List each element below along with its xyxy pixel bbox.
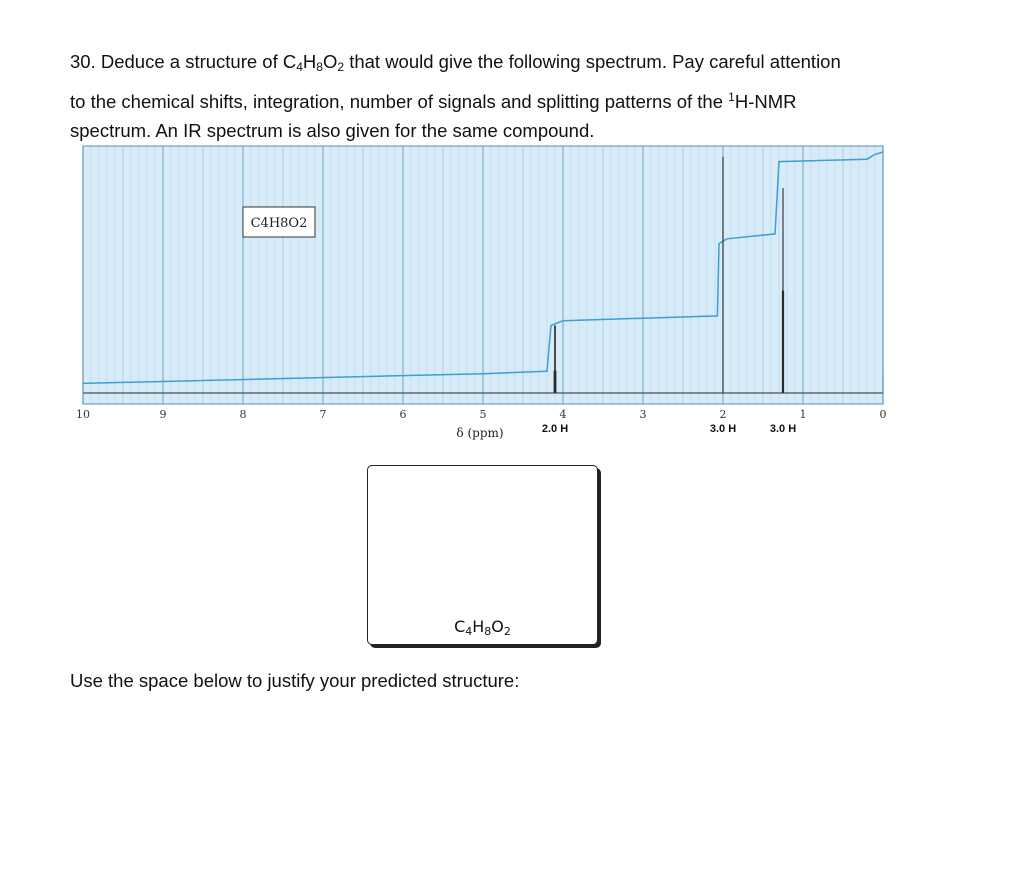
nmr-peak-triplet: [782, 188, 783, 393]
x-tick-label: 2: [719, 408, 727, 421]
x-tick-label: 10: [76, 408, 90, 421]
x-tick-label: 6: [399, 408, 407, 421]
integration-labels: [542, 423, 796, 435]
formula-label: C4H8O2: [250, 216, 308, 231]
question-line-1: 30. Deduce a structure of $C_4H_8O_2$ that would give the following spectrum. Pay careful attention: [70, 51, 841, 74]
x-tick-label: 1: [799, 408, 807, 421]
question-line-2: to the chemical shifts, integration, number of signals and splitting patterns of the $^1$H-NMR: [70, 89, 797, 112]
x-tick-label: 7: [319, 408, 327, 421]
integration-label: 2.0 H: [541, 423, 569, 435]
grid-lines: [83, 146, 883, 404]
nmr-peak-quartet: [554, 326, 556, 393]
x-tick-label: 8: [239, 408, 247, 421]
x-tick-label: 3: [639, 408, 647, 421]
x-tick-label: 5: [479, 408, 487, 421]
integration-label: 3.0 H: [769, 423, 797, 435]
x-tick-label: 0: [879, 408, 887, 421]
x-tick-label: 4: [559, 408, 567, 421]
formula-label-box: [243, 207, 315, 237]
question-line-3: spectrum. An IR spectrum is also given for the same compound.: [70, 120, 595, 141]
integration-label: 3.0 H: [709, 423, 737, 435]
x-tick-label: 9: [159, 408, 167, 421]
answer-formula: C4H8O2: [454, 617, 511, 638]
x-axis-label: δ (ppm): [456, 426, 504, 440]
justification-area[interactable]: [70, 705, 950, 865]
answer-box[interactable]: [367, 465, 598, 645]
x-axis-ticks: [76, 408, 887, 421]
justify-prompt: Use the space below to justify your predicted structure:: [70, 670, 520, 691]
question-number: 30.: [70, 51, 96, 72]
